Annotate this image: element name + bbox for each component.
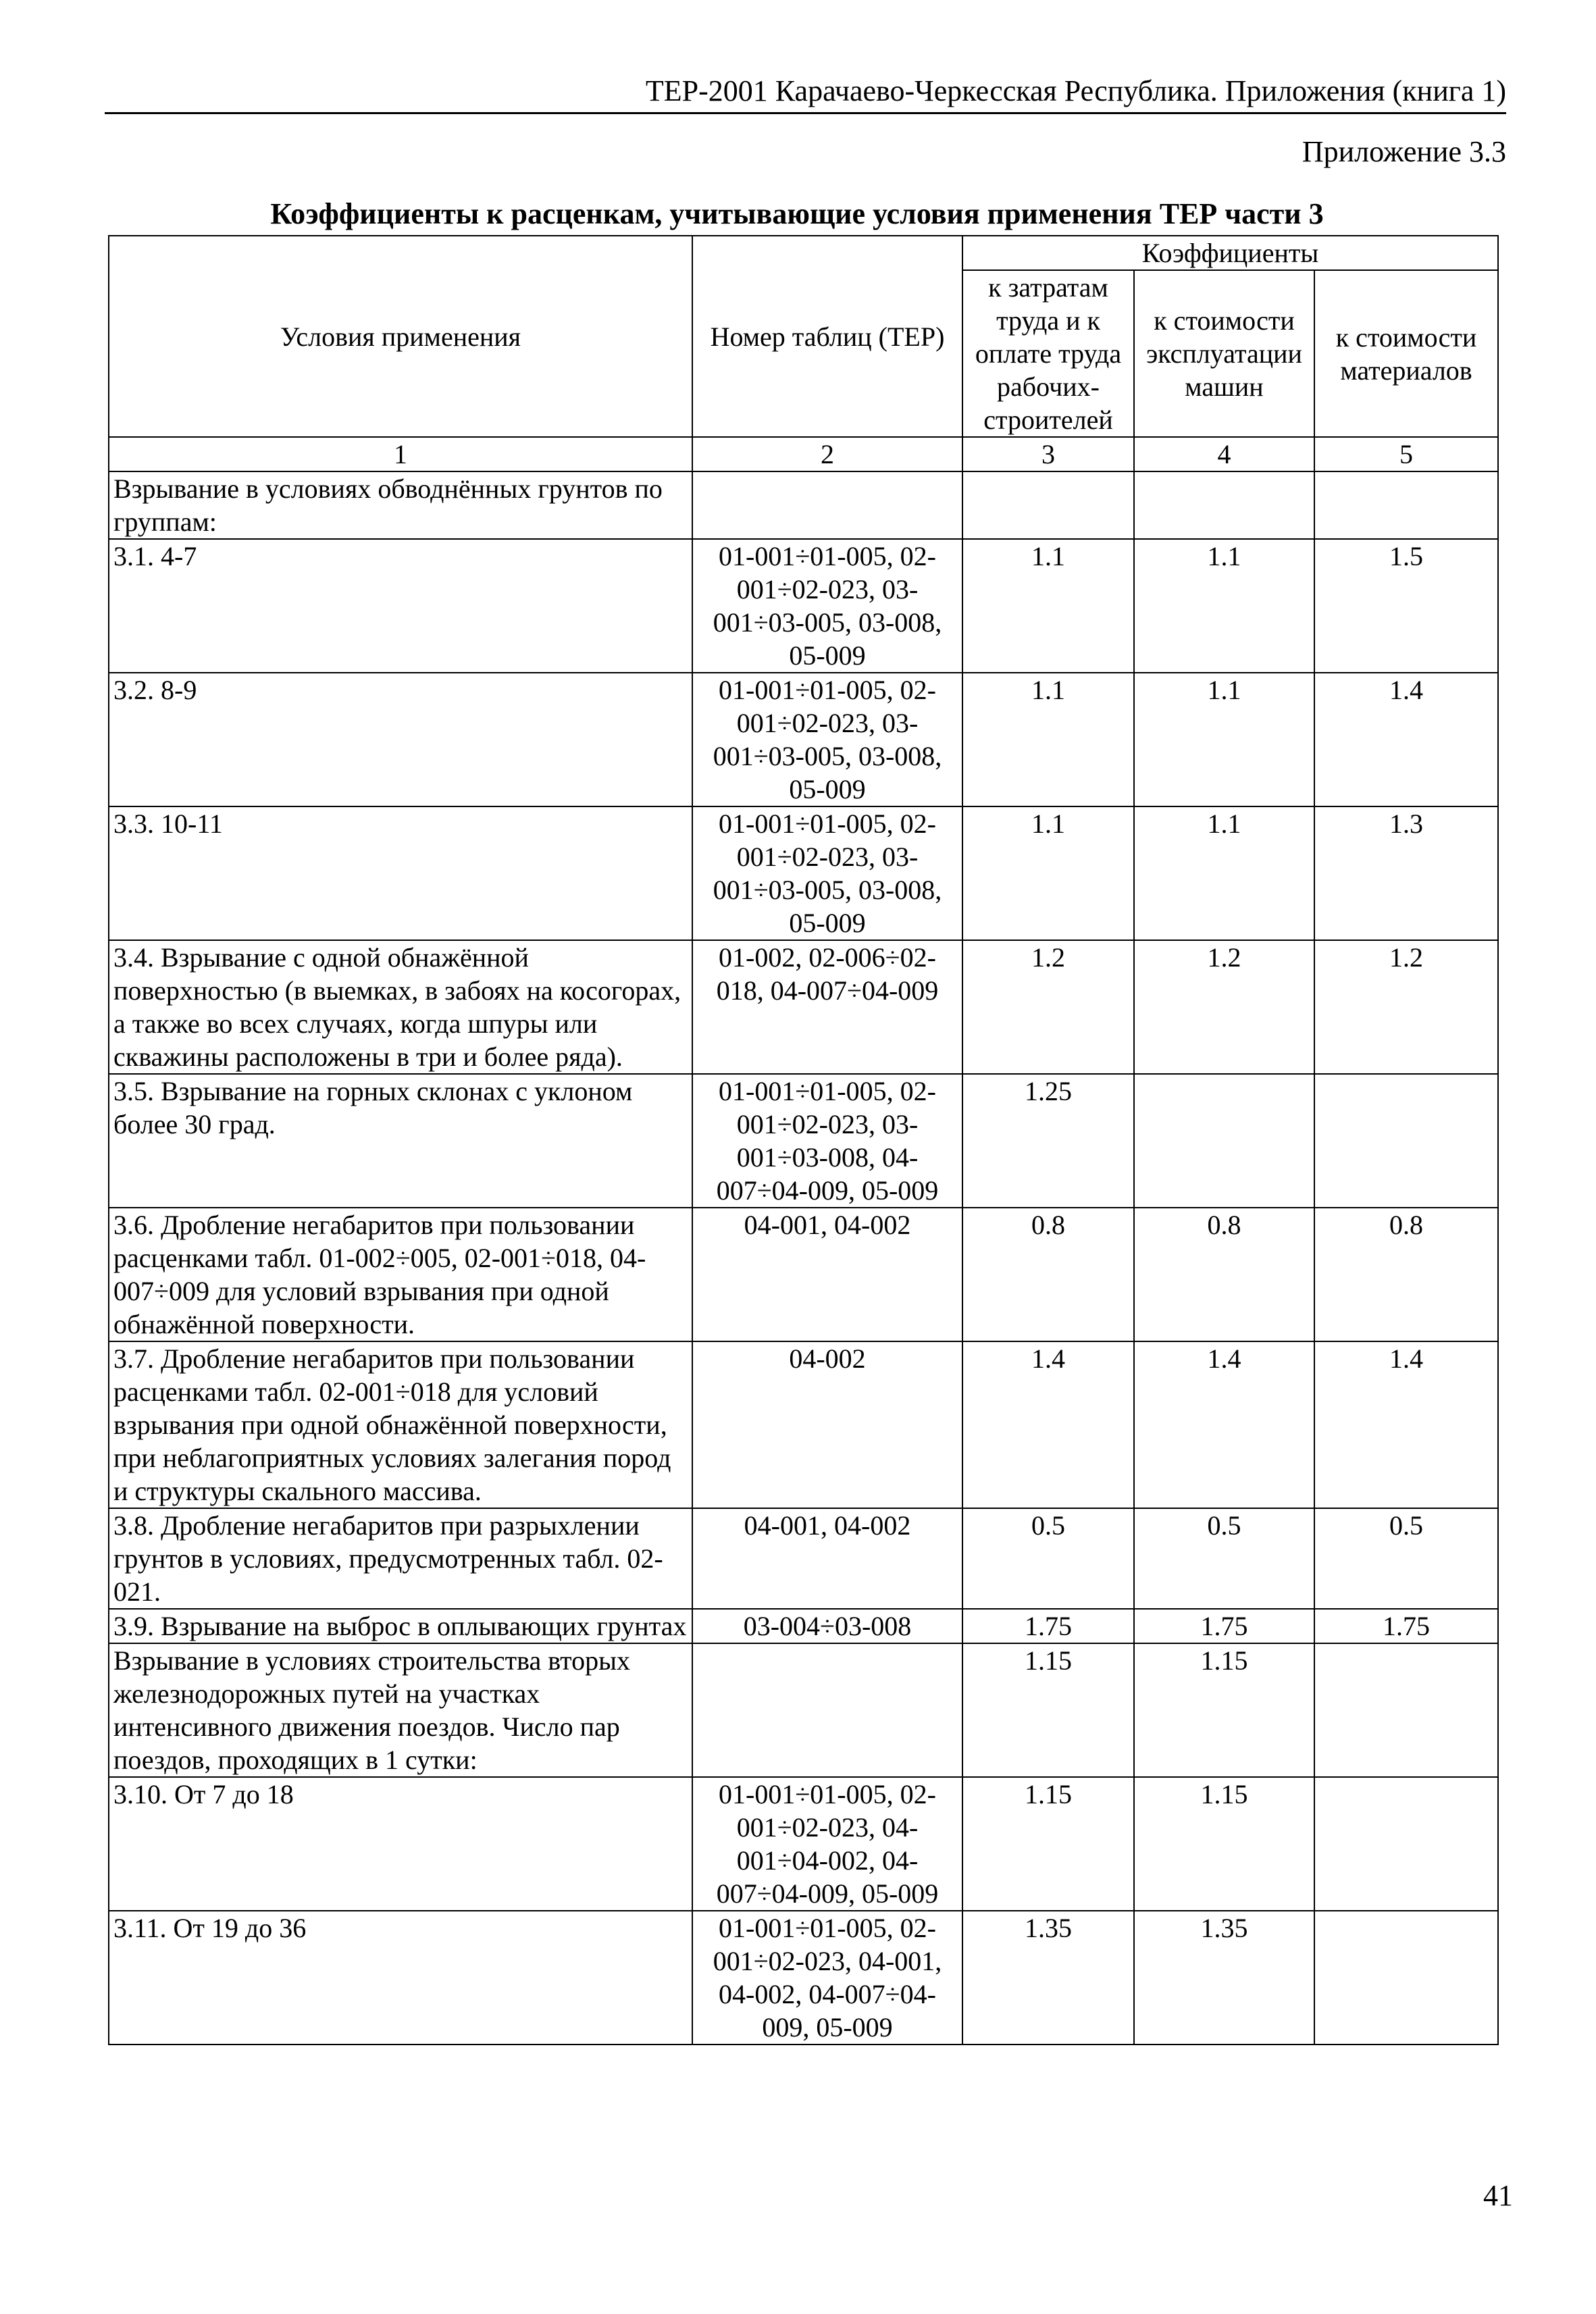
labor-coefficient-cell: 1.1 — [962, 539, 1134, 673]
table-numbers-cell — [692, 1643, 962, 1777]
column-number: 3 — [962, 437, 1134, 471]
table-row — [109, 806, 1498, 940]
labor-coefficient-cell: 1.15 — [962, 1643, 1134, 1777]
table-row — [109, 1609, 1498, 1643]
column-number: 1 — [109, 437, 692, 471]
materials-coefficient-cell: 1.3 — [1314, 806, 1498, 940]
appendix-label: Приложение 3.3 — [1302, 135, 1506, 168]
labor-coefficient-cell: 1.35 — [962, 1911, 1134, 2045]
condition-cell: 3.10. От 7 до 18 — [109, 1777, 692, 1911]
column-number: 2 — [692, 437, 962, 471]
labor-coefficient-cell — [962, 471, 1134, 539]
condition-cell: 3.2. 8-9 — [109, 673, 692, 806]
labor-coefficient-cell: 0.8 — [962, 1208, 1134, 1341]
materials-coefficient-cell: 1.5 — [1314, 539, 1498, 673]
materials-coefficient-cell — [1314, 1911, 1498, 2045]
table-numbers-cell: 03-004÷03-008 — [692, 1609, 962, 1643]
machines-coefficient-cell — [1134, 471, 1314, 539]
condition-cell: Взрывание в условиях обводнённых грунтов по группам: — [109, 471, 692, 539]
header-conditions: Условия применения — [109, 236, 692, 437]
table-row — [109, 1911, 1498, 2045]
condition-cell: Взрывание в условиях строительства вторых железнодорожных путей на участках интенсивного движения поездов. Число пар поездов, проходящих в 1 сутки: — [109, 1643, 692, 1777]
labor-coefficient-cell: 1.1 — [962, 673, 1134, 806]
machines-coefficient-cell: 0.5 — [1134, 1508, 1314, 1609]
table-row — [109, 1508, 1498, 1609]
coefficients-table — [108, 235, 1499, 2045]
header-materials: к стоимости материалов — [1314, 270, 1498, 437]
materials-coefficient-cell: 1.4 — [1314, 1341, 1498, 1508]
materials-coefficient-cell — [1314, 1074, 1498, 1208]
condition-cell: 3.4. Взрывание с одной обнажённой поверхностью (в выемках, в забоях на косогорах, а также во всех случаях, когда шпуры или скважины расположены в три и более ряда). — [109, 940, 692, 1074]
page-number: 41 — [1483, 2179, 1513, 2212]
machines-coefficient-cell: 1.15 — [1134, 1643, 1314, 1777]
machines-coefficient-cell: 1.1 — [1134, 673, 1314, 806]
condition-cell: 3.6. Дробление негабаритов при пользовании расценками табл. 01-002÷005, 02-001÷018, 04-007÷009 для условий взрывания при одной обнажённой поверхности. — [109, 1208, 692, 1341]
table-row — [109, 1643, 1498, 1777]
table-numbers-cell: 01-001÷01-005, 02-001÷02-023, 04-001, 04-002, 04-007÷04-009, 05-009 — [692, 1911, 962, 2045]
condition-cell: 3.7. Дробление негабаритов при пользовании расценками табл. 02-001÷018 для условий взрывания при одной обнажённой поверхности, при неблагоприятных условиях залегания пород и структуры скального массива. — [109, 1341, 692, 1508]
machines-coefficient-cell: 1.4 — [1134, 1341, 1314, 1508]
table-row — [109, 1777, 1498, 1911]
materials-coefficient-cell: 1.75 — [1314, 1609, 1498, 1643]
table-row — [109, 1208, 1498, 1341]
table-numbers-cell: 01-002, 02-006÷02-018, 04-007÷04-009 — [692, 940, 962, 1074]
condition-cell: 3.8. Дробление негабаритов при разрыхлении грунтов в условиях, предусмотренных табл. 02-021. — [109, 1508, 692, 1609]
column-number: 5 — [1314, 437, 1498, 471]
header-coefficients: Коэффициенты — [962, 236, 1498, 270]
table-numbers-cell: 04-001, 04-002 — [692, 1208, 962, 1341]
table-row — [109, 539, 1498, 673]
machines-coefficient-cell: 1.35 — [1134, 1911, 1314, 2045]
machines-coefficient-cell — [1134, 1074, 1314, 1208]
table-body — [109, 437, 1498, 2045]
header-table-numbers: Номер таблиц (ТЕР) — [692, 236, 962, 437]
materials-coefficient-cell — [1314, 471, 1498, 539]
labor-coefficient-cell: 1.4 — [962, 1341, 1134, 1508]
table-row — [109, 1074, 1498, 1208]
table-row — [109, 471, 1498, 539]
labor-coefficient-cell: 1.25 — [962, 1074, 1134, 1208]
machines-coefficient-cell: 1.1 — [1134, 806, 1314, 940]
table-title: Коэффициенты к расценкам, учитывающие условия применения ТЕР части 3 — [270, 197, 1324, 230]
labor-coefficient-cell: 1.1 — [962, 806, 1134, 940]
labor-coefficient-cell: 1.15 — [962, 1777, 1134, 1911]
materials-coefficient-cell: 1.4 — [1314, 673, 1498, 806]
condition-cell: 3.9. Взрывание на выброс в оплывающих грунтах — [109, 1609, 692, 1643]
table-row — [109, 673, 1498, 806]
table-numbers-cell: 01-001÷01-005, 02-001÷02-023, 03-001÷03-005, 03-008, 05-009 — [692, 673, 962, 806]
condition-cell: 3.3. 10-11 — [109, 806, 692, 940]
table-row — [109, 940, 1498, 1074]
machines-coefficient-cell: 1.15 — [1134, 1777, 1314, 1911]
condition-cell: 3.1. 4-7 — [109, 539, 692, 673]
materials-coefficient-cell: 0.8 — [1314, 1208, 1498, 1341]
materials-coefficient-cell — [1314, 1643, 1498, 1777]
header-machines: к стоимости эксплуатации машин — [1134, 270, 1314, 437]
table-row — [109, 1341, 1498, 1508]
column-number-row — [109, 437, 1498, 471]
table-numbers-cell — [692, 471, 962, 539]
column-number: 4 — [1134, 437, 1314, 471]
machines-coefficient-cell: 1.75 — [1134, 1609, 1314, 1643]
labor-coefficient-cell: 1.75 — [962, 1609, 1134, 1643]
table-numbers-cell: 01-001÷01-005, 02-001÷02-023, 04-001÷04-002, 04-007÷04-009, 05-009 — [692, 1777, 962, 1911]
labor-coefficient-cell: 0.5 — [962, 1508, 1134, 1609]
labor-coefficient-cell: 1.2 — [962, 940, 1134, 1074]
table-numbers-cell: 04-001, 04-002 — [692, 1508, 962, 1609]
table-numbers-cell: 01-001÷01-005, 02-001÷02-023, 03-001÷03-005, 03-008, 05-009 — [692, 539, 962, 673]
running-header: ТЕР-2001 Карачаево-Черкесская Республика. Приложения (книга 1) — [645, 74, 1506, 107]
header-rule — [105, 112, 1506, 114]
header-labor: к затратам труда и к оплате труда рабочих-строителей — [962, 270, 1134, 437]
condition-cell: 3.5. Взрывание на горных склонах с уклоном более 30 град. — [109, 1074, 692, 1208]
machines-coefficient-cell: 1.1 — [1134, 539, 1314, 673]
materials-coefficient-cell — [1314, 1777, 1498, 1911]
table-numbers-cell: 01-001÷01-005, 02-001÷02-023, 03-001÷03-008, 04-007÷04-009, 05-009 — [692, 1074, 962, 1208]
table-numbers-cell: 01-001÷01-005, 02-001÷02-023, 03-001÷03-005, 03-008, 05-009 — [692, 806, 962, 940]
table-numbers-cell: 04-002 — [692, 1341, 962, 1508]
materials-coefficient-cell: 0.5 — [1314, 1508, 1498, 1609]
condition-cell: 3.11. От 19 до 36 — [109, 1911, 692, 2045]
materials-coefficient-cell: 1.2 — [1314, 940, 1498, 1074]
machines-coefficient-cell: 0.8 — [1134, 1208, 1314, 1341]
machines-coefficient-cell: 1.2 — [1134, 940, 1314, 1074]
